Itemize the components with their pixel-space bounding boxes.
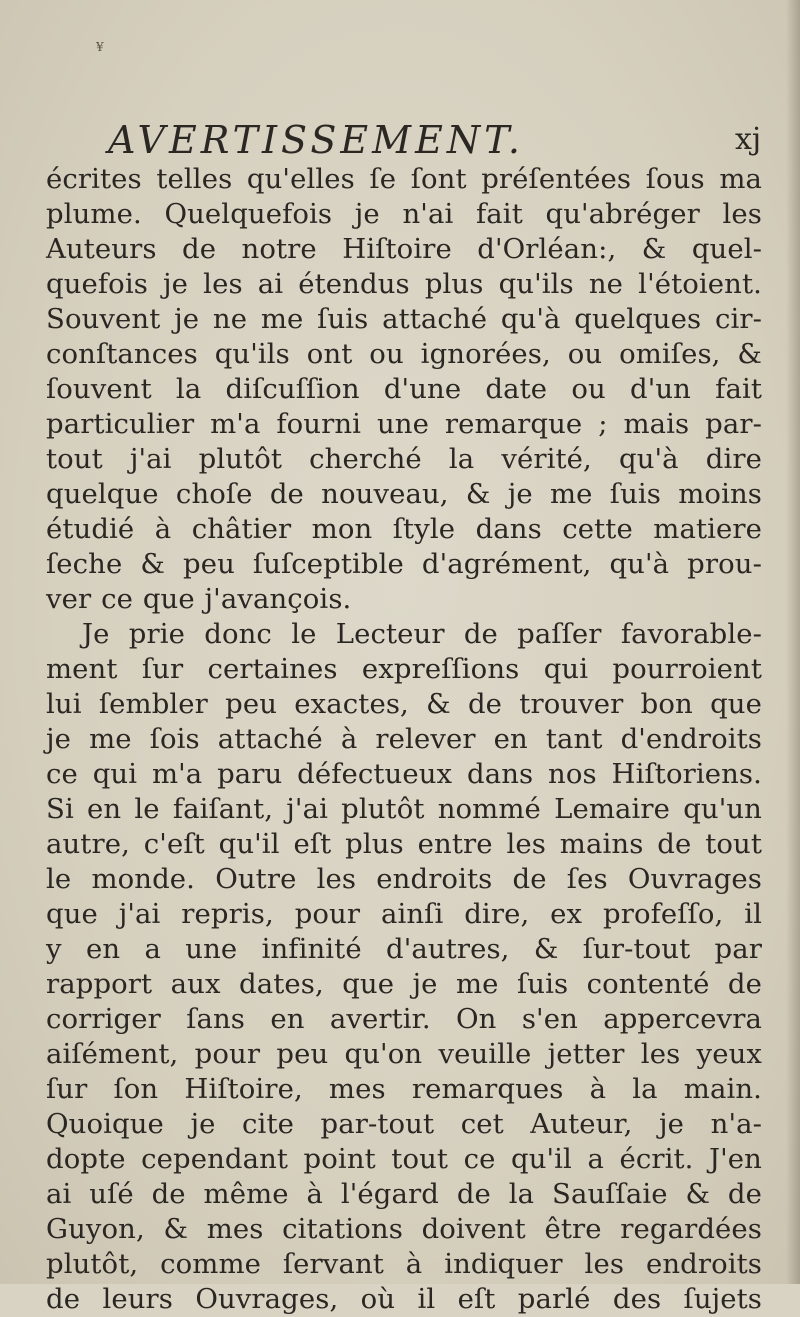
text-line: rapport aux dates, que je me ſuis contenté de bbox=[46, 968, 762, 1000]
text-line: ſeche & peu ſuſceptible d'agrément, qu'à prou- bbox=[46, 548, 762, 580]
text-line: y en a une infinité d'autres, & ſur-tout par bbox=[46, 933, 762, 965]
page-number: xj bbox=[735, 122, 762, 157]
text-line: plutôt, comme ſervant à indiquer les endroits bbox=[46, 1248, 762, 1280]
text-line: Guyon, & mes citations doivent être regardées bbox=[46, 1213, 762, 1245]
text-line: aiſément, pour peu qu'on veuille jetter les yeux bbox=[46, 1038, 762, 1070]
text-line: lui ſembler peu exactes, & de trouver bon que bbox=[46, 688, 762, 720]
text-line: plume. Quelquefois je n'ai fait qu'abréger les bbox=[46, 198, 762, 230]
text-line: ver ce que j'avançois. bbox=[46, 583, 352, 615]
text-line: ſouvent la diſcuſſion d'une date ou d'un fait bbox=[46, 373, 762, 405]
text-line: tout j'ai plutôt cherché la vérité, qu'à dire bbox=[46, 443, 762, 475]
text-line: je me ſois attaché à relever en tant d'endroits bbox=[46, 723, 762, 755]
text-line: le monde. Outre les endroits de ſes Ouvrages bbox=[46, 863, 762, 895]
text-line: quefois je les ai étendus plus qu'ils ne l'étoient. bbox=[46, 268, 762, 300]
body-text bbox=[46, 162, 762, 1317]
text-line: autre, c'eſt qu'il eſt plus entre les mains de tout bbox=[46, 828, 762, 860]
text-line: que j'ai repris, pour ainſi dire, ex profeſſo, il bbox=[46, 898, 762, 930]
page-edge-shadow bbox=[786, 0, 800, 1284]
text-line: de leurs Ouvrages, où il eſt parlé des ſujets bbox=[46, 1283, 762, 1315]
top-mark: ¥ bbox=[96, 40, 104, 54]
text-line: conſtances qu'ils ont ou ignorées, ou omiſes, & bbox=[46, 338, 762, 370]
text-line: corriger ſans en avertir. On s'en appercevra bbox=[46, 1003, 762, 1035]
text-line: Je prie donc le Lecteur de paſſer favorable- bbox=[82, 618, 762, 650]
text-line: écrites telles qu'elles ſe ſont préſentées ſous ma bbox=[46, 163, 762, 195]
text-line: quelque choſe de nouveau, & je me ſuis moins bbox=[46, 478, 762, 510]
text-line: Souvent je ne me ſuis attaché qu'à quelques cir- bbox=[46, 303, 762, 335]
text-line: Si en le faiſant, j'ai plutôt nommé Lemaire qu'un bbox=[46, 793, 762, 825]
text-line: étudié à châtier mon ſtyle dans cette matiere bbox=[46, 513, 762, 545]
text-line: ſur ſon Hiſtoire, mes remarques à la main. bbox=[46, 1073, 762, 1105]
running-head bbox=[0, 118, 800, 162]
text-line: ai uſé de même à l'égard de la Sauſſaie & de bbox=[46, 1178, 762, 1210]
text-line: Auteurs de notre Hiſtoire d'Orléan:, & quel- bbox=[46, 233, 762, 265]
text-line: ment ſur certaines expreſſions qui pourroient bbox=[46, 653, 762, 685]
text-line: ce qui m'a paru défectueux dans nos Hiſtoriens. bbox=[46, 758, 762, 790]
text-line: Quoique je cite par-tout cet Auteur, je n'a- bbox=[46, 1108, 762, 1140]
text-line: dopte cependant point tout ce qu'il a écrit. J'en bbox=[46, 1143, 762, 1175]
text-line: particulier m'a fourni une remarque ; mais par- bbox=[46, 408, 762, 440]
running-title: AVERTISSEMENT. bbox=[108, 118, 524, 162]
